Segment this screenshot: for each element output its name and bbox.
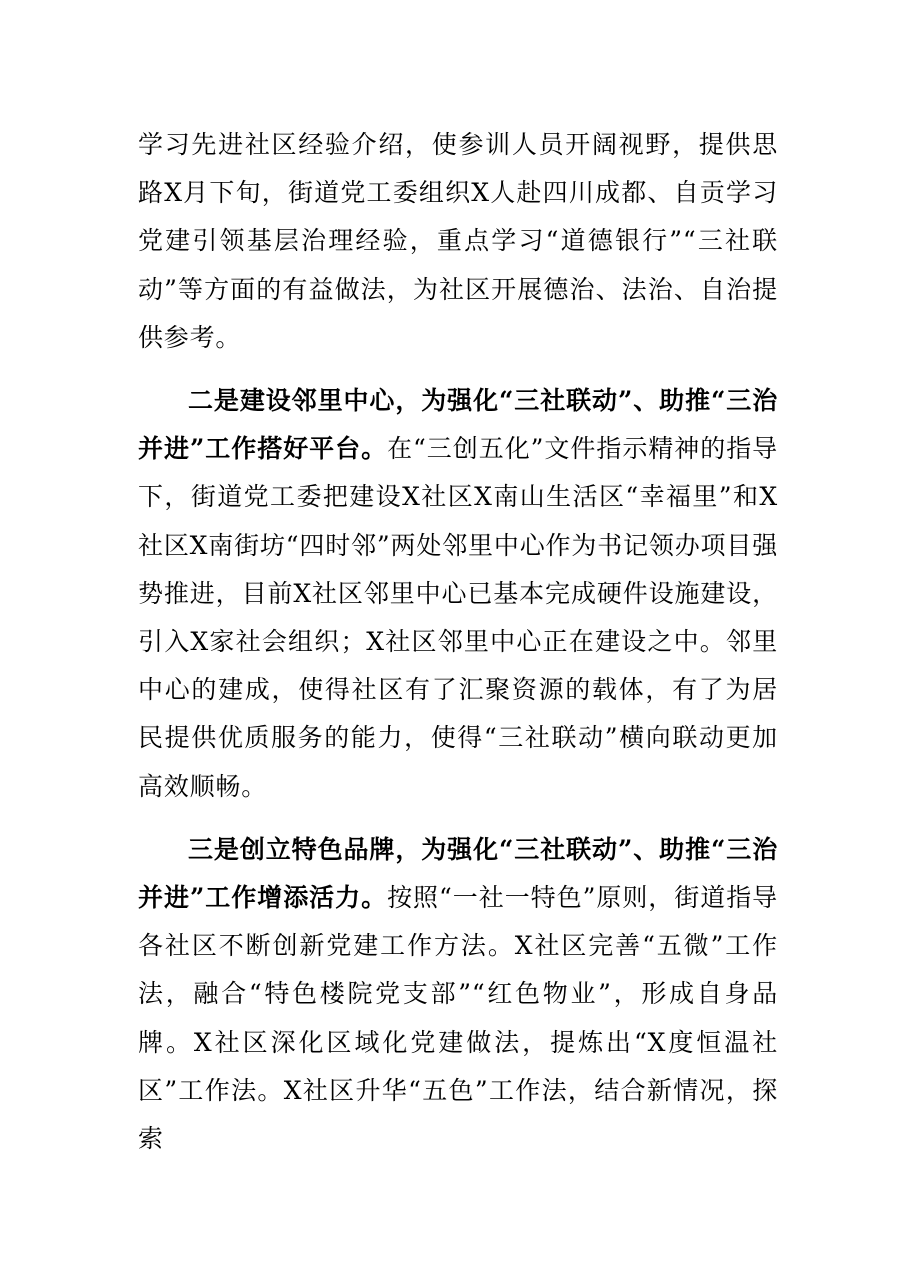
paragraph-1 — [138, 121, 778, 362]
paragraph-3-text: 按照“一社一特色”原则，街道指导各社区不断创新党建工作方法。X社区完善“五微”工作法，融合“特色楼院党支部”“红色物业”，形成自身品牌。X社区深化区域化党建做法，提炼出“X度恒温社区”工作法。X社区升华“五色”工作法，结合新情况，探索 — [138, 883, 778, 1154]
document-body — [138, 121, 778, 1163]
paragraph-2-text: 在“三创五化”文件指示精神的指导下，街道党工委把建设X社区X南山生活区“幸福里”和X社区X南街坊“四时邻”两处邻里中心作为书记领办项目强势推进，目前X社区邻里中心已基本完成硬件设施建设，引入X家社会组织；X社区邻里中心正在建设之中。邻里中心的建成，使得社区有了汇聚资源的载体，有了为居民提供优质服务的能力，使得“三社联动”横向联动更加高效顺畅。 — [138, 434, 778, 801]
paragraph-2-lead: 二是建设邻里中心，为强化“三社联动”、助推“三治并进”工作搭好平台。 — [138, 386, 778, 464]
paragraph-2 — [138, 377, 778, 811]
paragraph-3 — [138, 826, 778, 1163]
paragraph-3-lead: 三是创立特色品牌，为强化“三社联动”、助推“三治并进”工作增添活力。 — [138, 834, 778, 913]
paragraph-1-text: 学习先进社区经验介绍，使参训人员开阔视野，提供思路X月下旬，街道党工委组织X人赴四川成都、自贡学习党建引领基层治理经验，重点学习“道德银行”“三社联动”等方面的有益做法，为社区开展德治、法治、自治提供参考。 — [138, 130, 778, 352]
